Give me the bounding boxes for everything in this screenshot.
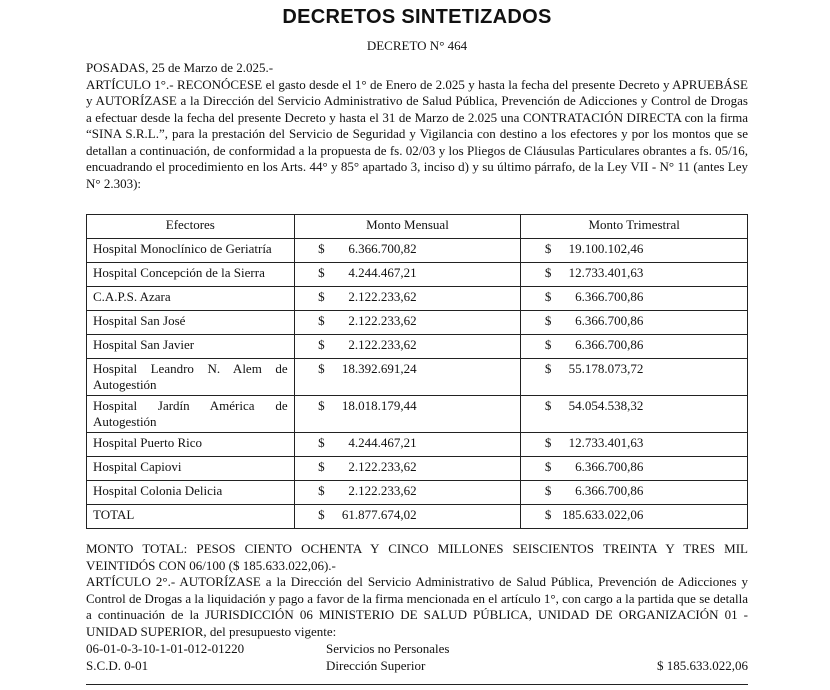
amount: 55.178.073,72 <box>568 361 644 376</box>
header-monto-trimestral: Monto Trimestral <box>521 215 748 239</box>
budget-amount: $ 185.633.022,06 <box>657 657 748 673</box>
amount: 185.633.022,06 <box>562 507 644 522</box>
amount: 6.366.700,86 <box>575 313 644 328</box>
table-row <box>87 481 748 505</box>
currency-symbol: $ <box>318 483 325 498</box>
currency-symbol: $ <box>318 361 325 376</box>
currency-symbol: $ <box>544 361 552 376</box>
budget-lines <box>86 641 748 674</box>
currency-symbol: $ <box>544 435 552 450</box>
efector-name: Hospital Colonia Delicia <box>87 481 295 505</box>
efector-name: Hospital San José <box>87 311 295 335</box>
monto-trimestral-cell <box>521 359 748 396</box>
efector-name: Hospital Jardín América de Autogestión <box>87 396 295 433</box>
monto-mensual-cell <box>294 396 521 433</box>
currency-symbol: $ <box>318 435 325 450</box>
monto-trimestral-cell <box>521 311 748 335</box>
amount: 2.122.233,62 <box>348 459 417 474</box>
amount: 2.122.233,62 <box>348 337 417 352</box>
monto-trimestral-cell <box>521 287 748 311</box>
monto-mensual-cell <box>294 433 521 457</box>
table-row <box>87 263 748 287</box>
efector-name: Hospital Capiovi <box>87 457 295 481</box>
budget-line <box>86 641 748 658</box>
monto-mensual-cell <box>294 311 521 335</box>
after-block <box>86 541 748 640</box>
amount: 4.244.467,21 <box>348 265 417 280</box>
currency-symbol: $ <box>544 459 552 474</box>
currency-symbol: $ <box>544 337 552 352</box>
header-monto-mensual: Monto Mensual <box>294 215 521 239</box>
monto-trimestral-cell <box>521 481 748 505</box>
budget-code: 06-01-0-3-10-1-01-012-01220 <box>86 641 245 656</box>
efector-name: Hospital Puerto Rico <box>87 433 295 457</box>
monto-mensual-cell <box>294 263 521 287</box>
amount: 6.366.700,82 <box>348 241 417 256</box>
currency-symbol: $ <box>318 337 325 352</box>
table-row <box>87 433 748 457</box>
monto-total: MONTO TOTAL: PESOS CIENTO OCHENTA Y CINCO MILLONES SEISCIENTOS TREINTA Y TRES MIL VEINTIDÓS CON 06/100 ($ 185.633.022,06).- <box>86 541 748 573</box>
currency-symbol: $ <box>544 507 552 522</box>
monto-mensual-cell <box>294 335 521 359</box>
table-row <box>87 287 748 311</box>
total-trimestral-cell <box>521 505 748 529</box>
currency-symbol: $ <box>318 398 325 413</box>
currency-symbol: $ <box>318 313 325 328</box>
budget-line <box>86 658 748 675</box>
table-row <box>87 335 748 359</box>
monto-trimestral-cell <box>521 239 748 263</box>
amount: 12.733.401,63 <box>568 265 644 280</box>
budget-description: Dirección Superior <box>326 657 426 673</box>
currency-symbol: $ <box>544 398 552 413</box>
efector-name: Hospital Monoclínico de Geriatría <box>87 239 295 263</box>
amount: 61.877.674,02 <box>341 507 417 522</box>
currency-symbol: $ <box>544 265 552 280</box>
amount: 6.366.700,86 <box>575 459 644 474</box>
amount: 19.100.102,46 <box>568 241 644 256</box>
monto-mensual-cell <box>294 359 521 396</box>
currency-symbol: $ <box>544 483 552 498</box>
amount: 18.392.691,24 <box>341 361 417 376</box>
amount: 6.366.700,86 <box>575 337 644 352</box>
currency-symbol: $ <box>544 313 552 328</box>
monto-trimestral-cell <box>521 433 748 457</box>
section-title: DECRETOS SINTETIZADOS <box>282 6 552 28</box>
budget-description: Servicios no Personales <box>326 641 450 656</box>
decree-number: DECRETO N° 464 <box>366 38 468 53</box>
efector-name: Hospital Leandro N. Alem de Autogestión <box>87 359 295 396</box>
amount: 2.122.233,62 <box>348 483 417 498</box>
currency-symbol: $ <box>318 507 325 522</box>
header-efectores: Efectores <box>87 215 295 239</box>
monto-mensual-cell <box>294 239 521 263</box>
currency-symbol: $ <box>318 241 325 256</box>
currency-symbol: $ <box>318 289 325 304</box>
budget-code: S.C.D. 0-01 <box>86 657 149 673</box>
efectores-table <box>86 214 748 529</box>
bottom-rule <box>86 684 748 685</box>
amount: 6.366.700,86 <box>575 483 644 498</box>
amount: 2.122.233,62 <box>348 289 417 304</box>
amount: 12.733.401,63 <box>568 435 644 450</box>
table-header-row <box>87 215 748 239</box>
monto-trimestral-cell <box>521 263 748 287</box>
monto-trimestral-cell <box>521 335 748 359</box>
amount: 6.366.700,86 <box>575 289 644 304</box>
monto-mensual-cell <box>294 457 521 481</box>
total-mensual-cell <box>294 505 521 529</box>
currency-symbol: $ <box>544 289 552 304</box>
article-1: ARTÍCULO 1°.- RECONÓCESE el gasto desde el 1° de Enero de 2.025 y hasta la fecha del presente Decreto y APRUEBÁSE y AUTORÍZASE a la Dirección del Servicio Administrativo de Salud Pública, Prevención de Adicciones y Control de Drogas a efectuar desde la fecha del presente Decreto y hasta el 31 de Marzo de 2.025 una CONTRATACIÓN DIRECTA con la firma “SINA S.R.L.”, para la prestación del Servicio de Seguridad y Vigilancia con destino a los efectores y por los montos que se detallan a continuación, de conformidad a la propuesta de fs. 02/03 y los Pliegos de Cláusulas Particulares obrantes a fs. 05/16, encuadrando el procedimiento en los Arts. 44° y 85° apartado 3, inciso d) y su último párrafo, de la Ley VII - N° 11 (antes Ley N° 2.303): <box>86 76 748 191</box>
table-row <box>87 457 748 481</box>
place-date: POSADAS, 25 de Marzo de 2.025.- <box>86 60 274 75</box>
table-row <box>87 359 748 396</box>
amount: 54.054.538,32 <box>568 398 644 413</box>
intro-block <box>86 60 748 192</box>
monto-trimestral-cell <box>521 457 748 481</box>
total-label: TOTAL <box>87 505 295 529</box>
table-row <box>87 239 748 263</box>
amount: 18.018.179,44 <box>341 398 417 413</box>
table-row <box>87 396 748 433</box>
efector-name: C.A.P.S. Azara <box>87 287 295 311</box>
monto-mensual-cell <box>294 287 521 311</box>
monto-mensual-cell <box>294 481 521 505</box>
amount: 2.122.233,62 <box>348 313 417 328</box>
amount: 4.244.467,21 <box>348 435 417 450</box>
currency-symbol: $ <box>318 265 325 280</box>
total-row <box>87 505 748 529</box>
currency-symbol: $ <box>544 241 552 256</box>
currency-symbol: $ <box>318 459 325 474</box>
efector-name: Hospital San Javier <box>87 335 295 359</box>
efector-name: Hospital Concepción de la Sierra <box>87 263 295 287</box>
article-2: ARTÍCULO 2°.- AUTORÍZASE a la Dirección del Servicio Administrativo de Salud Pública, Prevención de Adicciones y Control de Drogas a la liquidación y pago a favor de la firma mencionada en el artículo 1°, con cargo a la partida que se detalla a continuación de la JURISDICCIÓN 06 MINISTERIO DE SALUD PÚBLICA, UNIDAD DE ORGANIZACIÓN 01 - UNIDAD SUPERIOR, del presupuesto vigente: <box>86 574 748 639</box>
table-row <box>87 311 748 335</box>
monto-trimestral-cell <box>521 396 748 433</box>
